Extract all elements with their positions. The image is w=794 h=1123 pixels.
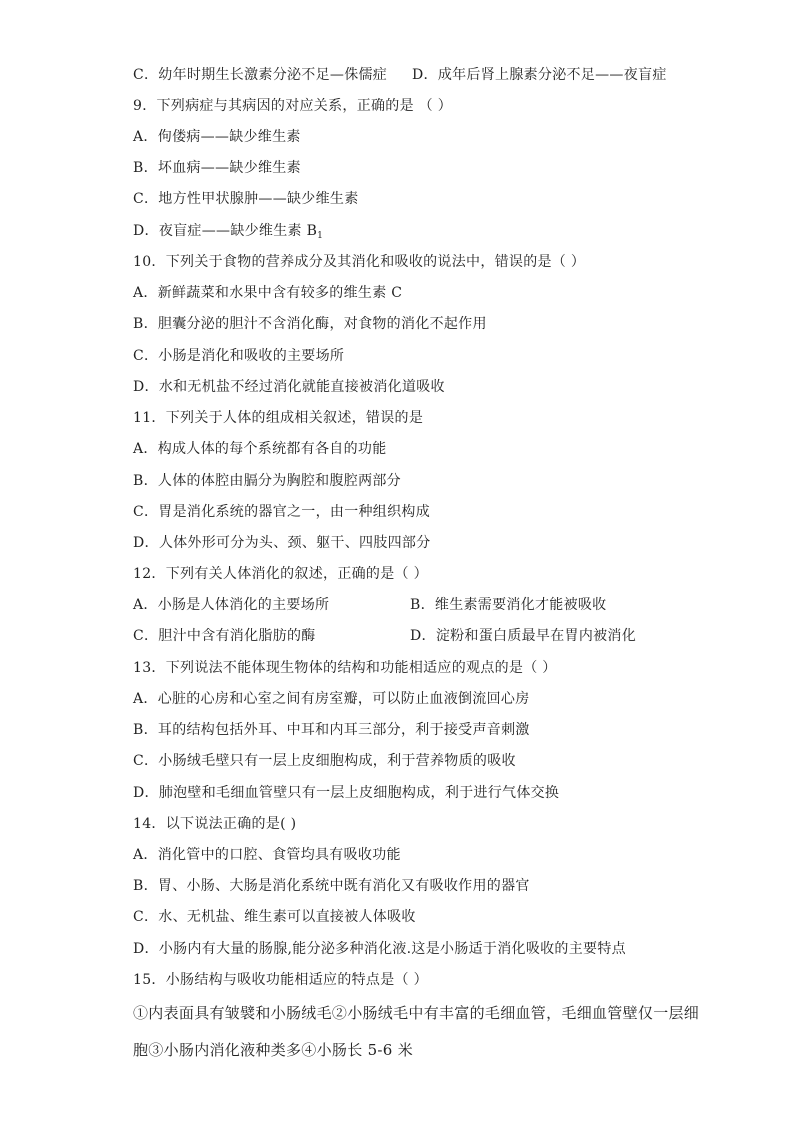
option-b: B．胃、小肠、大肠是消化系统中既有消化又有吸收作用的器官 [133, 878, 530, 894]
question-14: 14．以下说法正确的是( ) [133, 816, 297, 832]
option-a: A．构成人体的每个系统都有各自的功能 [133, 441, 387, 457]
question-15: 15．小肠结构与吸收功能相适应的特点是（ ） [133, 972, 428, 988]
option-c: C．小肠绒毛壁只有一层上皮细胞构成，利于营养物质的吸收 [133, 753, 516, 769]
option-c: C．胆汁中含有消化脂肪的酶 [133, 628, 316, 644]
option-d: D．人体外形可分为头、颈、躯干、四肢四部分 [133, 535, 431, 551]
option-row [133, 66, 387, 84]
option-c: C．地方性甲状腺肿——缺少维生素 [133, 191, 359, 207]
option-b: B．维生素需要消化才能被吸收 [410, 597, 607, 613]
option-d: D．淀粉和蛋白质最早在胃内被消化 [410, 628, 637, 644]
option-b: B．坏血病——缺少维生素 [133, 160, 301, 176]
subscript: 1 [317, 231, 324, 241]
option-d: D．肺泡壁和毛细血管壁只有一层上皮细胞构成，利于进行气体交换 [133, 785, 560, 801]
question-12: 12．下列有关人体消化的叙述，正确的是（ ） [133, 566, 428, 582]
option-c: C．胃是消化系统的器官之一，由一种组织构成 [133, 504, 431, 520]
statement-line: ①内表面具有皱襞和小肠绒毛②小肠绒毛中有丰富的毛细血管，毛细血管壁仅一层细 [133, 1004, 700, 1022]
question-10: 10．下列关于食物的营养成分及其消化和吸收的说法中，错误的是（ ） [133, 254, 586, 270]
option-b: B．人体的体腔由膈分为胸腔和腹腔两部分 [133, 473, 401, 489]
option-a: A．心脏的心房和心室之间有房室瓣，可以防止血液倒流回心房 [133, 691, 530, 707]
question-9: 9．下列病症与其病因的对应关系，正确的是 （ ） [133, 98, 453, 114]
statement-line: 胞③小肠内消化液种类多④小肠长 5-6 米 [133, 1041, 413, 1059]
option-b: B．耳的结构包括外耳、中耳和内耳三部分，利于接受声音刺激 [133, 722, 530, 738]
question-11: 11．下列关于人体的组成相关叙述，错误的是 [133, 410, 424, 426]
option-a: A．佝偻病——缺少维生素 [133, 129, 301, 145]
option-a: A．消化管中的口腔、食管均具有吸收功能 [133, 847, 401, 863]
option-d [133, 222, 323, 245]
option-b: B．胆囊分泌的胆汁不含消化酶，对食物的消化不起作用 [133, 316, 487, 332]
option-d: D．水和无机盐不经过消化就能直接被消化道吸收 [133, 379, 445, 395]
option-d-text: D．夜盲症——缺少维生素 B [133, 223, 318, 239]
option-a: A．新鲜蔬菜和水果中含有较多的维生素 C [133, 285, 403, 301]
question-13: 13．下列说法不能体现生物体的结构和功能相适应的观点的是（ ） [133, 660, 557, 676]
option-c: C．小肠是消化和吸收的主要场所 [133, 348, 345, 364]
option-a: A．小肠是人体消化的主要场所 [133, 597, 330, 613]
option-d: D．小肠内有大量的肠腺,能分泌多种消化液.这是小肠适于消化吸收的主要特点 [133, 941, 626, 957]
option-d: D．成年后肾上腺素分泌不足——夜盲症 [412, 67, 667, 83]
option-c: C．幼年时期生长激素分泌不足—侏儒症 [133, 67, 388, 83]
option-c: C．水、无机盐、维生素可以直接被人体吸收 [133, 909, 416, 925]
